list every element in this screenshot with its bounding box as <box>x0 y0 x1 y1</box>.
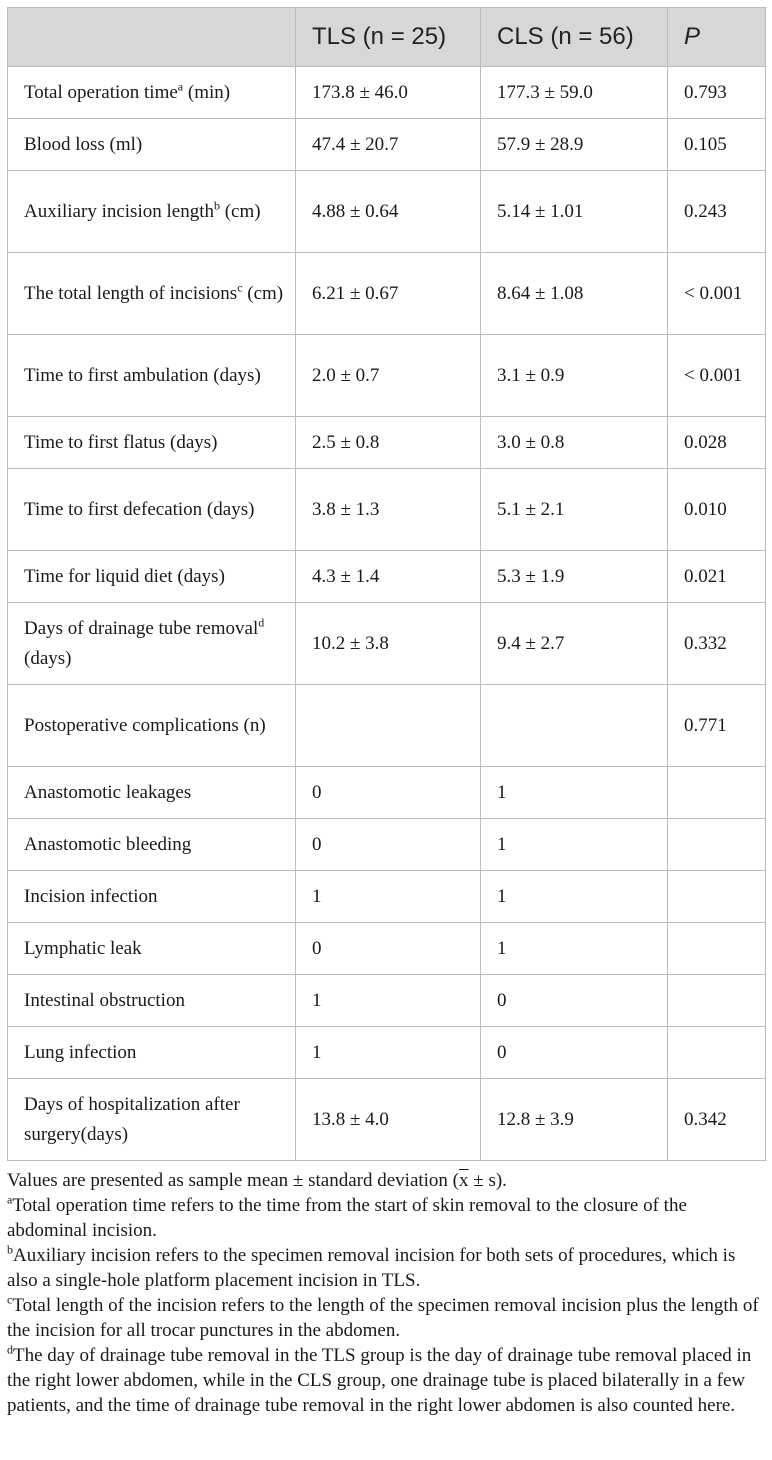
table-row <box>8 417 766 469</box>
tls-value: 10.2 ± 3.8 <box>296 603 481 685</box>
cls-value: 57.9 ± 28.9 <box>481 119 668 171</box>
cls-value: 1 <box>481 767 668 819</box>
footnote-mark: a <box>177 79 184 94</box>
footnote-a: $^a$Total operation time refers to the time from the start of skin removal to the closure of the abdominal incision. <box>7 1192 687 1241</box>
p-value: 0.010 <box>668 469 766 551</box>
tls-value <box>296 685 481 767</box>
p-value <box>668 923 766 975</box>
tls-value: 1 <box>296 1027 481 1079</box>
tls-value: 0 <box>296 819 481 871</box>
cls-value: 5.14 ± 1.01 <box>481 171 668 253</box>
results-table <box>7 7 766 1161</box>
row-label: Time for liquid diet (days) <box>8 551 296 603</box>
p-value: 0.243 <box>668 171 766 253</box>
cls-value: 3.1 ± 0.9 <box>481 335 668 417</box>
table-row <box>8 67 766 119</box>
table-row <box>8 469 766 551</box>
row-label: Time to first ambulation (days) <box>8 335 296 417</box>
table-row <box>8 603 766 685</box>
p-value: 0.793 <box>668 67 766 119</box>
tls-value: 4.88 ± 0.64 <box>296 171 481 253</box>
p-value: 0.028 <box>668 417 766 469</box>
row-label: Postoperative complications (n) <box>8 685 296 767</box>
p-value: 0.021 <box>668 551 766 603</box>
cls-value: 1 <box>481 819 668 871</box>
footnote-mark: d <box>258 615 265 630</box>
table-row <box>8 253 766 335</box>
table-row <box>8 685 766 767</box>
table-row <box>8 335 766 417</box>
header-label <box>8 8 296 67</box>
footnote-mark: b <box>213 198 220 213</box>
x-bar-symbol: $\overline{x}$ <box>459 1170 469 1191</box>
cls-value: 8.64 ± 1.08 <box>481 253 668 335</box>
row-label: Time to first flatus (days) <box>8 417 296 469</box>
row-label: Time to first defecation (days) <box>8 469 296 551</box>
footnote-b: $^b$Auxiliary incision refers to the specimen removal incision for both sets of procedures, which is also a single-hole platform placement incision in TLS. <box>7 1242 736 1291</box>
table-row <box>8 1079 766 1161</box>
cls-value <box>481 685 668 767</box>
header-cls: CLS (n = 56) <box>481 8 668 67</box>
tls-value: 2.0 ± 0.7 <box>296 335 481 417</box>
cls-value: 0 <box>481 1027 668 1079</box>
cls-value: 1 <box>481 923 668 975</box>
table-row <box>8 171 766 253</box>
table-row <box>8 767 766 819</box>
row-label: Blood loss (ml) <box>8 119 296 171</box>
cls-value: 5.3 ± 1.9 <box>481 551 668 603</box>
cls-value: 9.4 ± 2.7 <box>481 603 668 685</box>
p-value: 0.105 <box>668 119 766 171</box>
row-label: Lung infection <box>8 1027 296 1079</box>
header-row <box>8 8 766 67</box>
row-label: Days of drainage tube removal$^d$ (days) <box>8 603 296 685</box>
tls-value: 6.21 ± 0.67 <box>296 253 481 335</box>
tls-value: 1 <box>296 975 481 1027</box>
p-value <box>668 767 766 819</box>
p-value: < 0.001 <box>668 335 766 417</box>
row-label: Days of hospitalization after surgery(days) <box>8 1079 296 1161</box>
tls-value: 0 <box>296 923 481 975</box>
tls-value: 13.8 ± 4.0 <box>296 1079 481 1161</box>
row-label: Anastomotic bleeding <box>8 819 296 871</box>
row-label: Auxiliary incision length$^b$ (cm) <box>8 171 296 253</box>
table-row <box>8 119 766 171</box>
table-row <box>8 1027 766 1079</box>
tls-value: 3.8 ± 1.3 <box>296 469 481 551</box>
cls-value: 3.0 ± 0.8 <box>481 417 668 469</box>
tls-value: 2.5 ± 0.8 <box>296 417 481 469</box>
header-tls: TLS (n = 25) <box>296 8 481 67</box>
table-row <box>8 819 766 871</box>
note-values: Values are presented as sample mean ± standard deviation $(\overline{x} \pm s)$. <box>7 1170 507 1191</box>
table-row <box>8 871 766 923</box>
p-value <box>668 871 766 923</box>
row-label: Intestinal obstruction <box>8 975 296 1027</box>
row-label: Anastomotic leakages <box>8 767 296 819</box>
tls-value: 173.8 ± 46.0 <box>296 67 481 119</box>
footnote-d: $^d$The day of drainage tube removal in the TLS group is the day of drainage tube removal placed in the right lower abdomen, while in the CLS group, one drainage tube is placed bilaterally in a few patients, and the time of drainage tube removal in the right lower abdomen is also counted here. <box>7 1342 752 1416</box>
p-value: < 0.001 <box>668 253 766 335</box>
p-value: 0.332 <box>668 603 766 685</box>
cls-value: 1 <box>481 871 668 923</box>
tls-value: 0 <box>296 767 481 819</box>
tls-value: 4.3 ± 1.4 <box>296 551 481 603</box>
footnote-mark: c <box>237 280 243 295</box>
table-row <box>8 923 766 975</box>
cls-value: 177.3 ± 59.0 <box>481 67 668 119</box>
footnote-c: $^c$Total length of the incision refers to the length of the specimen removal incision plus the length of the incision for all trocar punctures in the abdomen. <box>7 1292 759 1341</box>
tls-value: 47.4 ± 20.7 <box>296 119 481 171</box>
header-p: P <box>668 8 766 67</box>
row-label: Total operation time$^a$ (min) <box>8 67 296 119</box>
p-value: 0.771 <box>668 685 766 767</box>
table-row <box>8 975 766 1027</box>
row-label: The total length of incisions$^c$ (cm) <box>8 253 296 335</box>
cls-value: 5.1 ± 2.1 <box>481 469 668 551</box>
p-value <box>668 1027 766 1079</box>
p-value <box>668 819 766 871</box>
row-label: Lymphatic leak <box>8 923 296 975</box>
p-value <box>668 975 766 1027</box>
table-row <box>8 551 766 603</box>
tls-value: 1 <box>296 871 481 923</box>
cls-value: 12.8 ± 3.9 <box>481 1079 668 1161</box>
cls-value: 0 <box>481 975 668 1027</box>
p-value: 0.342 <box>668 1079 766 1161</box>
row-label: Incision infection <box>8 871 296 923</box>
table-notes <box>7 1168 767 1418</box>
